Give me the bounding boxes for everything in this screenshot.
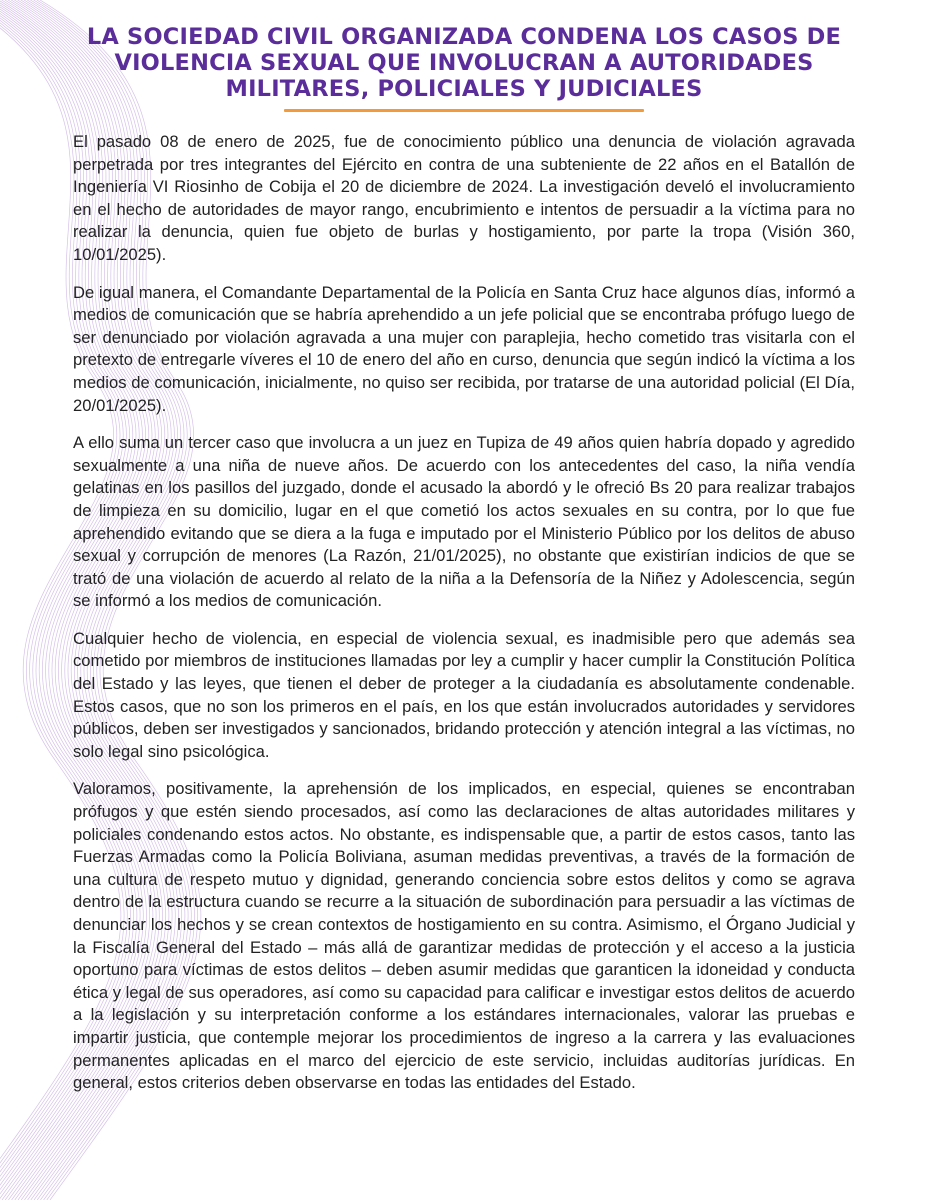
paragraph-1: El pasado 08 de enero de 2025, fue de conocimiento público una denuncia de violación agravada perpetrada por tres integrantes del Ejército en contra de una subteniente de 22 años en el Batallón de Ingeniería VI Riosinho de Cobija el 20 de diciembre de 2024. La investigación develó el involucramiento en el hecho de autoridades de mayor rango, encubrimiento e intentos de persuadir a la víctima para no realizar la denuncia, quien fue objeto de burlas y hostigamiento, por parte la tropa (Visión 360, 10/01/2025).: [73, 132, 855, 264]
paragraph-4: Cualquier hecho de violencia, en especial de violencia sexual, es inadmisible pero que además sea cometido por miembros de instituciones llamadas por ley a cumplir y hacer cumplir la Constitución Política del Estado y las leyes, que tienen el deber de proteger a la ciudadanía es absolutamente condenable. Estos casos, que no son los primeros en el país, en los que están involucrados autoridades y servidores públicos, deben ser investigados y sancionados, bridando protección y atención integral a las víctimas, no solo legal sino psicológica.: [73, 628, 855, 761]
paragraph-5: Valoramos, positivamente, la aprehensión de los implicados, en especial, quienes se encontraban prófugos y que estén siendo procesados, así como las declaraciones de altas autoridades militares y policiales condenando estos actos. No obstante, es indispensable que, a partir de estos casos, tanto las Fuerzas Armadas como la Policía Boliviana, asuman medidas preventivas, a través de la formación de una cultura de respeto mutuo y dignidad, generando conciencia sobre estos delitos y como se agrava dentro de la estructura cuando se recurre a la situación de subordinación para persuadir a las víctimas de denunciar los hechos y se crean contextos de hostigamiento en su contra. Asimismo, el Órgano Judicial y la Fiscalía General del Estado – más allá de garantizar medidas de protección y el acceso a la justicia oportuno para víctimas de estos delitos – deben asumir medidas que garanticen la idoneidad y conducta ética y legal de sus operadores, así como su capacidad para calificar e investigar estos delitos de acuerdo a la legislación y su interpretación conforme a los estándares internacionales, valorar las pruebas e impartir justicia, que contemple mejorar los procedimientos de ingreso a la carrera y las evaluaciones permanentes aplicadas en el marco del ejercicio de este servicio, incluidas auditorías jurídicas. En general, estos criterios deben observarse en todas las entidades del Estado.: [73, 779, 855, 1093]
document-content: [73, 24, 855, 1110]
document-title: LA SOCIEDAD CIVIL ORGANIZADA CONDENA LOS CASOS DE VIOLENCIA SEXUAL QUE INVOLUCRAN A AUTORIDADES MILITARES, POLICIALES Y JUDICIALES: [86, 24, 842, 102]
paragraph-2: De igual manera, el Comandante Departamental de la Policía en Santa Cruz hace algunos días, informó a medios de comunicación que se habría aprehendido a un jefe policial que se encontraba prófugo luego de ser denunciado por violación agravada a una mujer con paraplejia, hecho cometido tras visitarla con el pretexto de entregarle víveres el 10 de enero del año en curso, denuncia que según indicó la víctima a los medios de comunicación, inicialmente, no quiso ser recibida, por tratarse de una autoridad policial (El Día, 20/01/2025).: [73, 282, 855, 415]
paragraph-3: A ello suma un tercer caso que involucra a un juez en Tupiza de 49 años quien habría dopado y agredido sexualmente a una niña de nueve años. De acuerdo con los antecedentes del caso, la niña vendía gelatinas en los pasillos del juzgado, donde el acusado la abordó y le ofreció Bs 20 para realizar trabajos de limpieza en su domicilio, lugar en el que cometió los actos sexuales en su contra, por lo que fue aprehendido evitando que se diera a la fuga e imputado por el Ministerio Público por los delitos de abuso sexual y corrupción de menores (La Razón, 21/01/2025), no obstante que existirían indicios de que se trató de una violación de acuerdo al relato de la niña a la Defensoría de la Niñez y Adolescencia, según se informó a los medios de comunicación.: [73, 433, 855, 611]
title-underline: [284, 109, 644, 112]
